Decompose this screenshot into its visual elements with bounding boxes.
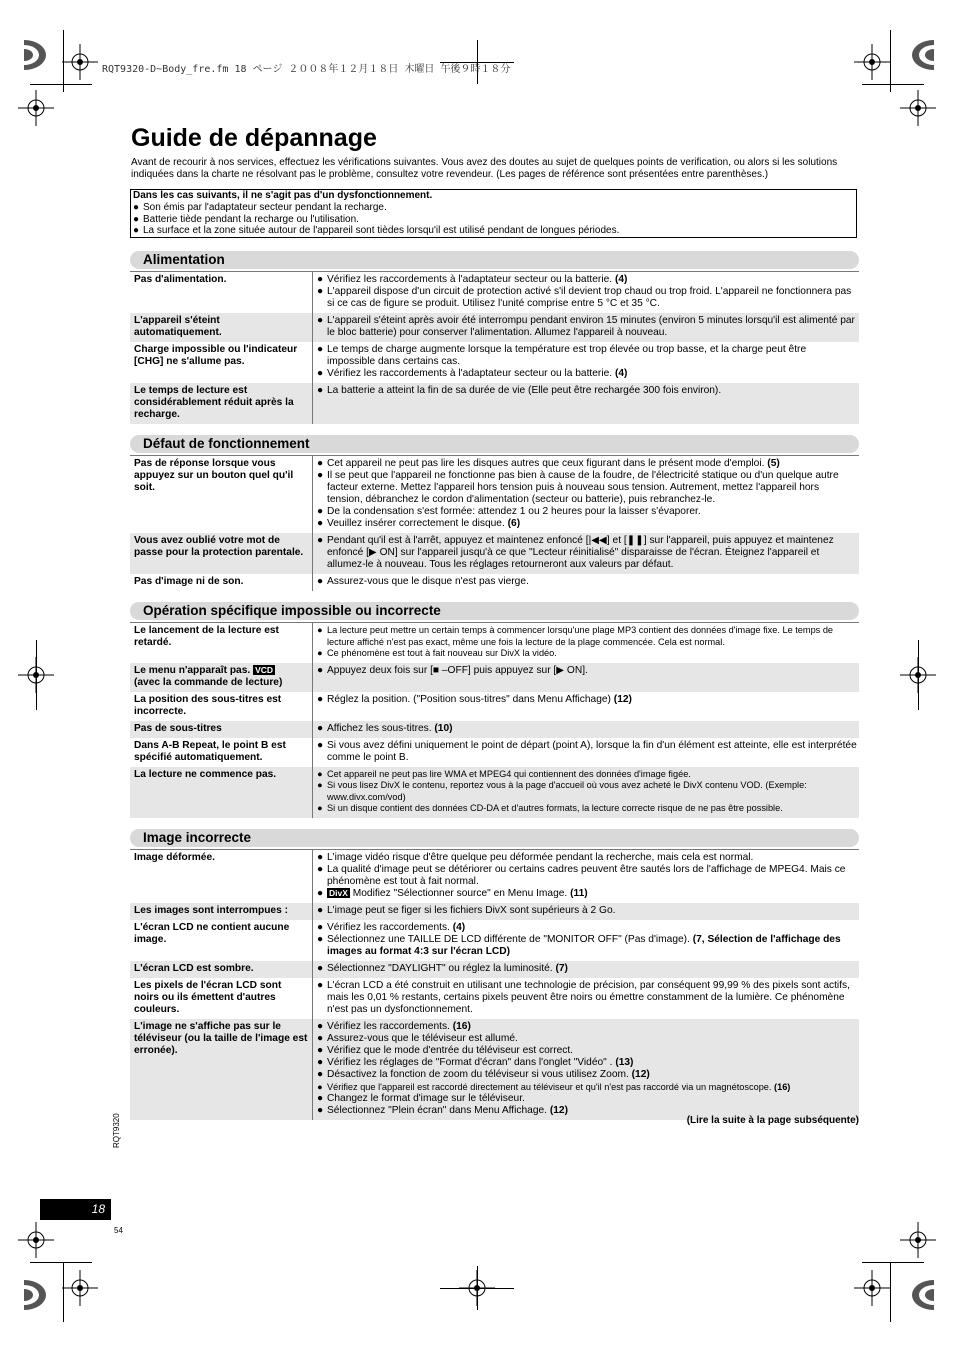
- problem-text: Les pixels de l'écran LCD sont noirs ou ils émettent d'autres couleurs.: [134, 979, 282, 1015]
- solution-cell: [313, 978, 859, 1019]
- problem-text: Pas d'image ni de son.: [134, 576, 244, 587]
- bullet-icon: ●: [317, 1056, 324, 1068]
- page-reference: (12): [631, 1068, 650, 1080]
- solution-cell: [313, 692, 859, 721]
- solution-body: [327, 922, 465, 934]
- solution-item: [317, 852, 857, 864]
- solution-body: [327, 535, 857, 571]
- solution-cell: [313, 313, 859, 342]
- solution-body: [327, 723, 453, 735]
- solution-cell: [313, 1019, 859, 1120]
- table-row: [130, 920, 859, 961]
- solution-cell: [313, 342, 859, 383]
- notice-box: [130, 189, 857, 238]
- solution-body: [327, 934, 857, 958]
- solution-item: [317, 385, 857, 397]
- problem-text: Dans A-B Repeat, le point B est spécifié automatiquement.: [134, 739, 286, 763]
- notice-item: ● Batterie tiède pendant la recharge ou l'utilisation.: [133, 213, 359, 225]
- crop-line: [890, 1262, 891, 1322]
- solution-text: Si vous avez défini uniquement le point de départ (point A), lorsque la fin d'un élément est atteinte, elle est interprétée comme le point B.: [327, 739, 857, 763]
- bullet-icon: ●: [317, 863, 324, 875]
- solution-cell: [313, 272, 859, 313]
- page-reference: (16): [452, 1020, 471, 1032]
- solution-body: [327, 905, 615, 917]
- crop-line: [30, 84, 92, 85]
- page-reference: (6): [507, 518, 521, 529]
- bullet-icon: ●: [317, 535, 324, 546]
- bullet-icon: ●: [317, 274, 324, 285]
- page-reference: (12): [613, 693, 632, 705]
- table-row: [130, 574, 859, 591]
- problem-cell: [130, 961, 313, 978]
- section-heading: Image incorrecte: [130, 829, 859, 847]
- solution-body: [327, 888, 588, 900]
- page-reference: (4): [614, 368, 628, 379]
- problem-cell: [130, 978, 313, 1019]
- page-reference: (13): [615, 1056, 634, 1068]
- bullet-icon: ●: [317, 315, 324, 326]
- solution-body: [327, 625, 857, 648]
- crop-line: [890, 30, 891, 92]
- page-reference: (7, Sélection de l'affichage des images au format 4:3 sur l'écran LCD): [327, 933, 841, 957]
- table-row: [130, 767, 859, 818]
- problem-cell: [130, 342, 313, 383]
- solution-item: [317, 980, 857, 1016]
- solution-item: [317, 740, 857, 764]
- problem-text: Le lancement de la lecture est retardé.: [134, 625, 279, 648]
- solution-text: Vérifiez que le mode d'entrée du téléviseur est correct.: [327, 1044, 574, 1056]
- bullet-icon: ●: [317, 1104, 324, 1116]
- solution-body: [327, 740, 857, 764]
- solution-text: Si un disque contient des données CD-DA et d'autres formats, la lecture correcte risque de ne pas être possible.: [327, 803, 783, 813]
- registration-mark-icon: [62, 44, 98, 80]
- page-reference: (4): [452, 921, 466, 933]
- solution-body: [327, 1045, 573, 1057]
- registration-mark-icon: [900, 1222, 936, 1258]
- solution-item: [317, 625, 857, 648]
- solution-text: Vérifiez les raccordements.: [327, 921, 450, 933]
- problem-cell: [130, 767, 313, 818]
- solution-body: [327, 665, 588, 677]
- solution-text: La batterie a atteint la fin de sa durée de vie (Elle peut être rechargée 300 fois environ).: [327, 385, 722, 396]
- problem-text: La position des sous-titres est incorrecte.: [134, 693, 282, 717]
- bullet-icon: ●: [317, 887, 324, 899]
- bullet-icon: ●: [317, 664, 324, 676]
- sub-page-number: 54: [114, 1226, 123, 1235]
- notice-item: ● La surface et la zone située autour de l'appareil sont tièdes lorsqu'il est utilisé pendant de longues périodes.: [133, 225, 620, 237]
- corner-target-icon: [912, 40, 934, 70]
- problem-cell: [130, 903, 313, 920]
- page-reference: (5): [767, 458, 780, 469]
- section-table: [130, 271, 859, 424]
- bullet-icon: ●: [317, 385, 324, 396]
- solution-item: [317, 458, 857, 470]
- solution-text: Vérifiez les réglages de "Format d'écran" dans l'onglet "Vidéo" .: [327, 1056, 613, 1068]
- solution-cell: [313, 903, 859, 920]
- solution-item: [317, 780, 857, 803]
- problem-cell: [130, 920, 313, 961]
- corner-target-icon: [24, 40, 46, 70]
- solution-item: [317, 315, 857, 339]
- solution-text: Vérifiez les raccordements à l'adaptateur secteur ou la batterie.: [327, 274, 613, 285]
- page-reference: (7): [555, 962, 568, 974]
- table-row: [130, 342, 859, 383]
- solution-item: [317, 905, 857, 917]
- solution-text: Cet appareil ne peut pas lire WMA et MPEG4 qui contiennent des données d'image figée.: [327, 768, 691, 779]
- bullet-icon: ●: [317, 739, 324, 751]
- solution-text: Sélectionnez une TAILLE DE LCD différente de "MONITOR OFF" (Pas d'image).: [327, 933, 690, 945]
- solution-body: [327, 1105, 568, 1117]
- solution-body: [327, 274, 627, 286]
- solution-text: Appuyez deux fois sur [■ –OFF] puis appuyez sur [▶ ON].: [327, 664, 588, 676]
- solution-item: [317, 723, 857, 735]
- solution-text: Il se peut que l'appareil ne fonctionne pas bien à cause de la foudre, de l'électricité statique ou d'un quelque autre facteur externe. Mettez l'appareil hors tension puis à nouveau sous tension. Autrement, mettez l'appareil hors tension, débranchez le cordon d'alimentation (secteur ou batterie), puis rebranchez-le.: [327, 470, 839, 505]
- bullet-icon: ●: [317, 625, 323, 635]
- solution-cell: [313, 663, 859, 692]
- problem-text: L'image ne s'affiche pas sur le téléviseur (ou la taille de l'image est erronée).: [134, 1020, 308, 1056]
- registration-mark-icon: [18, 90, 54, 126]
- bullet-icon: ●: [317, 458, 324, 469]
- problem-text: Le temps de lecture est considérablement réduit après la recharge.: [134, 385, 294, 420]
- crop-line: [63, 30, 64, 92]
- solution-text: L'appareil dispose d'un circuit de protection activé s'il devient trop chaud ou trop froid. L'appareil ne fonctionnera pas si ce cas de figure se produit. Utilisez l'unité comprise entre 5 °C et 35 °C.: [327, 286, 852, 309]
- solution-text: L'écran LCD a été construit en utilisant une technologie de précision, par conséquent 99,99 % des pixels sont actifs, mais les 0,01 % restants, certains pixels peuvent être noirs ou émettre constamment de la lumière. Ce phénomène n'est pas un dysfonctionnement.: [327, 979, 850, 1015]
- bullet-icon: ●: [317, 1092, 324, 1104]
- solution-body: [327, 1069, 650, 1081]
- solution-text: Ce phénomène est tout à fait nouveau sur DivX la vidéo.: [327, 648, 557, 658]
- file-header-line: RQT9320-D~Body_fre.fm 18 ページ ２００８年１２月１８日 木曜日 午後９時１８分: [102, 64, 511, 75]
- problem-cell: [130, 663, 313, 692]
- problem-text: L'écran LCD est sombre.: [134, 962, 254, 974]
- problem-text: Charge impossible ou l'indicateur [CHG] ne s'allume pas.: [134, 344, 298, 367]
- table-row: [130, 272, 859, 313]
- bullet-icon: ●: [317, 851, 324, 863]
- problem-text: Pas de sous-titres: [134, 722, 222, 734]
- solution-cell: [313, 961, 859, 978]
- solution-item: [317, 1033, 857, 1045]
- solution-body: [327, 963, 568, 975]
- crop-line: [63, 1262, 64, 1322]
- problem-cell: [130, 623, 313, 663]
- solution-item: [317, 344, 857, 368]
- solution-text: Vérifiez les raccordements à l'adaptateur secteur ou la batterie.: [327, 368, 613, 379]
- crop-line: [862, 84, 924, 85]
- solution-text: L'image vidéo risque d'être quelque peu déformée pendant la recherche, mais cela est normal.: [327, 851, 754, 863]
- solution-body: [327, 852, 753, 864]
- disc-type-badge: DivX: [329, 887, 348, 898]
- solution-body: [327, 780, 857, 803]
- registration-mark-icon: [62, 1270, 98, 1306]
- bullet-icon: ●: [317, 962, 324, 974]
- solution-body: [327, 980, 857, 1016]
- table-row: [130, 456, 859, 533]
- solution-text: Vérifiez que l'appareil est raccordé directement au téléviseur et qu'il n'est pas raccordé via un magnétoscope.: [327, 1081, 772, 1092]
- solution-text: Assurez-vous que le disque n'est pas vierge.: [327, 576, 529, 587]
- table-row: [130, 313, 859, 342]
- solution-body: [327, 1093, 525, 1105]
- solution-cell: [313, 920, 859, 961]
- bullet-icon: ●: [317, 576, 324, 587]
- bullet-icon: ●: [317, 768, 323, 779]
- problem-cell: [130, 692, 313, 721]
- solution-body: [327, 1057, 633, 1069]
- solution-text: Sélectionnez "Plein écran" dans Menu Affichage.: [327, 1104, 547, 1116]
- solution-item: [317, 1057, 857, 1069]
- problem-cell: [130, 721, 313, 738]
- bullet-icon: ●: [317, 648, 323, 658]
- solution-item: [317, 506, 857, 518]
- model-code: RQT9320: [112, 1113, 121, 1148]
- solution-item: [317, 769, 857, 781]
- solution-text: Pendant qu'il est à l'arrêt, appuyez et maintenez enfoncé [|◀◀] et [❚❚] sur l'appareil, puis appuyez et maintenez enfoncé [▶ ON] sur l'appareil jusqu'à ce que "Lecteur réinitialisé" disparaisse de l'écran. Éteignez l'appareil et allumez-le à nouveau. Tous les réglages retourneront aux valeurs par défaut.: [327, 535, 834, 570]
- bullet-icon: ●: [317, 979, 324, 991]
- problem-cell: [130, 456, 313, 533]
- corner-target-icon: [24, 1280, 46, 1310]
- solution-cell: [313, 850, 859, 903]
- bullet-icon: ●: [317, 933, 324, 945]
- solution-text: Réglez la position. ("Position sous-titres" dans Menu Affichage): [327, 693, 611, 705]
- table-row: [130, 961, 859, 978]
- solution-body: [327, 368, 627, 380]
- bullet-icon: ●: [317, 518, 324, 529]
- solution-text: Assurez-vous que le téléviseur est allumé.: [327, 1032, 518, 1044]
- registration-mark-icon: [854, 1270, 890, 1306]
- solution-item: [317, 535, 857, 571]
- bullet-icon: ●: [317, 1032, 324, 1044]
- section-gap: [130, 818, 859, 829]
- page-reference: (12): [549, 1104, 568, 1116]
- problem-cell: [130, 272, 313, 313]
- solution-body: [327, 648, 557, 660]
- solution-body: [327, 344, 857, 368]
- section-heading: Alimentation: [130, 251, 859, 269]
- solution-text: Veuillez insérer correctement le disque.: [327, 518, 505, 529]
- problem-cell: [130, 574, 313, 591]
- section-table: [130, 455, 859, 591]
- solution-body: [327, 315, 857, 339]
- table-row: [130, 533, 859, 574]
- bullet-icon: ●: [317, 780, 323, 790]
- problem-cell: [130, 533, 313, 574]
- solution-item: [317, 518, 857, 530]
- problem-text: Pas d'alimentation.: [134, 274, 227, 285]
- solution-item: [317, 1021, 857, 1033]
- solution-item: [317, 576, 857, 588]
- problem-text: La lecture ne commence pas.: [134, 768, 277, 780]
- solution-cell: [313, 383, 859, 424]
- solution-item: [317, 274, 857, 286]
- bullet-icon: ●: [317, 368, 324, 379]
- section-heading: Défaut de fonctionnement: [130, 435, 859, 453]
- problem-text: L'écran LCD ne contient aucune image.: [134, 921, 290, 945]
- troubleshooting-tables: [130, 251, 859, 1120]
- solution-item: [317, 963, 857, 975]
- bullet-icon: ●: [317, 803, 323, 813]
- problem-text: (avec la commande de lecture): [134, 676, 283, 688]
- page-title: Guide de dépannage: [131, 124, 377, 152]
- registration-mark-icon: [900, 90, 936, 126]
- table-row: [130, 663, 859, 692]
- page-reference: (10): [434, 722, 453, 734]
- crop-line: [477, 1266, 478, 1310]
- solution-cell: [313, 623, 859, 663]
- solution-cell: [313, 533, 859, 574]
- bullet-icon: ●: [317, 1020, 324, 1032]
- disc-type-badge: VCD: [255, 664, 274, 675]
- solution-body: [327, 1021, 471, 1033]
- crop-line: [862, 1262, 924, 1263]
- crop-line: [30, 1262, 92, 1263]
- solution-item: [317, 368, 857, 380]
- solution-text: La qualité d'image peut se détériorer ou certains cadres peuvent être sautés lors de l'affichage de MPEG4. Mais ce phénomène est tout à fait normal.: [327, 863, 846, 887]
- page-reference: (11): [570, 887, 588, 899]
- table-row: [130, 721, 859, 738]
- solution-text: L'image peut se figer si les fichiers DivX sont supérieurs à 2 Go.: [327, 904, 616, 916]
- problem-text: Les images sont interrompues :: [134, 904, 288, 916]
- solution-text: Si vous lisez DivX le contenu, reportez vous à la page d'accueil où vous avez acheté le DivX contenu VOD. (Exemple: www.divx.com/vod): [327, 780, 807, 802]
- section-table: [130, 849, 859, 1120]
- problem-text: Le menu n'apparaît pas.: [134, 664, 251, 676]
- bullet-icon: ●: [317, 1081, 323, 1092]
- bullet-icon: ●: [317, 722, 324, 734]
- solution-cell: [313, 738, 859, 767]
- solution-body: [327, 769, 691, 781]
- solution-cell: [313, 767, 859, 818]
- solution-text: La lecture peut mettre un certain temps à commencer lorsqu'une plage MP3 contient des données d'image fixe. Le temps de lecture affiché n'est pas exact, même une fois la lecture de la plage commencée. Cela est normal.: [327, 625, 834, 647]
- solution-body: [327, 864, 857, 888]
- solution-text: Modifiez "Sélectionner source" en Menu Image.: [352, 887, 568, 899]
- bullet-icon: ●: [317, 1068, 324, 1080]
- solution-item: [317, 694, 857, 706]
- solution-text: Affichez les sous-titres.: [327, 722, 432, 734]
- solution-text: Cet appareil ne peut pas lire les disques autres que ceux figurant dans le présent mode d'emploi.: [327, 458, 765, 469]
- table-row: [130, 903, 859, 920]
- solution-body: [327, 1081, 790, 1093]
- corner-target-icon: [912, 1280, 934, 1310]
- bullet-icon: ●: [317, 921, 324, 933]
- solution-item: [317, 1045, 857, 1057]
- solution-item: [317, 1069, 857, 1081]
- table-row: [130, 383, 859, 424]
- bullet-icon: ●: [317, 506, 324, 517]
- section-gap: [130, 591, 859, 602]
- problem-text: Pas de réponse lorsque vous appuyez sur un bouton quel qu'il soit.: [134, 458, 294, 493]
- section-table: [130, 622, 859, 818]
- section-heading: Opération spécifique impossible ou incorrecte: [130, 602, 859, 620]
- bullet-icon: ●: [317, 344, 324, 355]
- solution-body: [327, 694, 632, 706]
- solution-text: Sélectionnez "DAYLIGHT" ou réglez la luminosité.: [327, 962, 553, 974]
- solution-text: Changez le format d'image sur le téléviseur.: [327, 1092, 525, 1104]
- solution-body: [327, 458, 780, 470]
- section-gap: [130, 424, 859, 435]
- notice-item: ● Son émis par l'adaptateur secteur pendant la recharge.: [133, 201, 387, 213]
- solution-cell: [313, 456, 859, 533]
- bullet-icon: ●: [317, 470, 324, 481]
- problem-text: L'appareil s'éteint automatiquement.: [134, 315, 222, 338]
- solution-item: [317, 1081, 857, 1093]
- solution-text: De la condensation s'est formée: attendez 1 ou 2 heures pour la laisser s'évaporer.: [327, 506, 701, 517]
- solution-item: [317, 864, 857, 888]
- problem-cell: [130, 1019, 313, 1120]
- crop-line: [36, 640, 37, 710]
- solution-item: [317, 922, 857, 934]
- page-reference: (4): [614, 274, 628, 285]
- crop-line: [918, 640, 919, 710]
- page-number: 18: [40, 1199, 111, 1220]
- solution-text: Vérifiez les raccordements.: [327, 1020, 450, 1032]
- bullet-icon: ●: [317, 1044, 324, 1056]
- registration-mark-icon: [18, 1222, 54, 1258]
- problem-cell: [130, 850, 313, 903]
- solution-item: [317, 665, 857, 677]
- solution-body: [327, 286, 857, 310]
- solution-body: [327, 506, 701, 518]
- solution-cell: [313, 721, 859, 738]
- continued-note: (Lire la suite à la page subséquente): [686, 1115, 859, 1126]
- bullet-icon: ●: [317, 286, 324, 297]
- solution-item: [317, 934, 857, 958]
- solution-body: [327, 470, 857, 506]
- registration-mark-icon: [854, 44, 890, 80]
- table-row: [130, 692, 859, 721]
- intro-paragraph: Avant de recourir à nos services, effectuez les vérifications suivantes. Vous avez des doutes au sujet de quelques points de verification, ou alors si les solutions indiquées dans la charte ne résolvant pas le problème, consultez votre revendeur. (Les pages de référence sont présentées entre parenthèses.): [131, 157, 838, 180]
- bullet-icon: ●: [317, 693, 324, 705]
- solution-item: [317, 286, 857, 310]
- problem-text: Image déformée.: [134, 851, 215, 863]
- solution-body: [327, 803, 783, 815]
- solution-item: [317, 470, 857, 506]
- page-reference: (16): [774, 1081, 791, 1092]
- solution-text: Désactivez la fonction de zoom du téléviseur si vous utilisez Zoom.: [327, 1068, 629, 1080]
- solution-cell: [313, 574, 859, 591]
- problem-text: Vous avez oublié votre mot de passe pour la protection parentale.: [134, 535, 304, 558]
- problem-cell: [130, 313, 313, 342]
- solution-body: [327, 1033, 518, 1045]
- table-row: [130, 1019, 859, 1120]
- table-row: [130, 850, 859, 903]
- solution-text: Le temps de charge augmente lorsque la température est trop élevée ou trop basse, et la charge peut être impossible dans certains cas.: [327, 344, 807, 367]
- notice-title: Dans les cas suivants, il ne s'agit pas d'un dysfonctionnement.: [133, 190, 433, 201]
- solution-body: [327, 385, 721, 397]
- solution-item: [317, 888, 857, 900]
- solution-item: [317, 803, 857, 815]
- problem-cell: [130, 383, 313, 424]
- solution-body: [327, 518, 520, 530]
- table-row: [130, 738, 859, 767]
- solution-item: [317, 648, 857, 660]
- solution-body: [327, 576, 529, 588]
- problem-cell: [130, 738, 313, 767]
- solution-text: L'appareil s'éteint après avoir été interrompu pendant environ 15 minutes (environ 5 minutes lorsqu'il est alimenté par le bloc batterie) pour conserver l'alimentation. Allumez l'appareil à nouveau.: [327, 315, 855, 338]
- solution-item: [317, 1093, 857, 1105]
- bullet-icon: ●: [317, 904, 324, 916]
- table-row: [130, 623, 859, 663]
- table-row: [130, 978, 859, 1019]
